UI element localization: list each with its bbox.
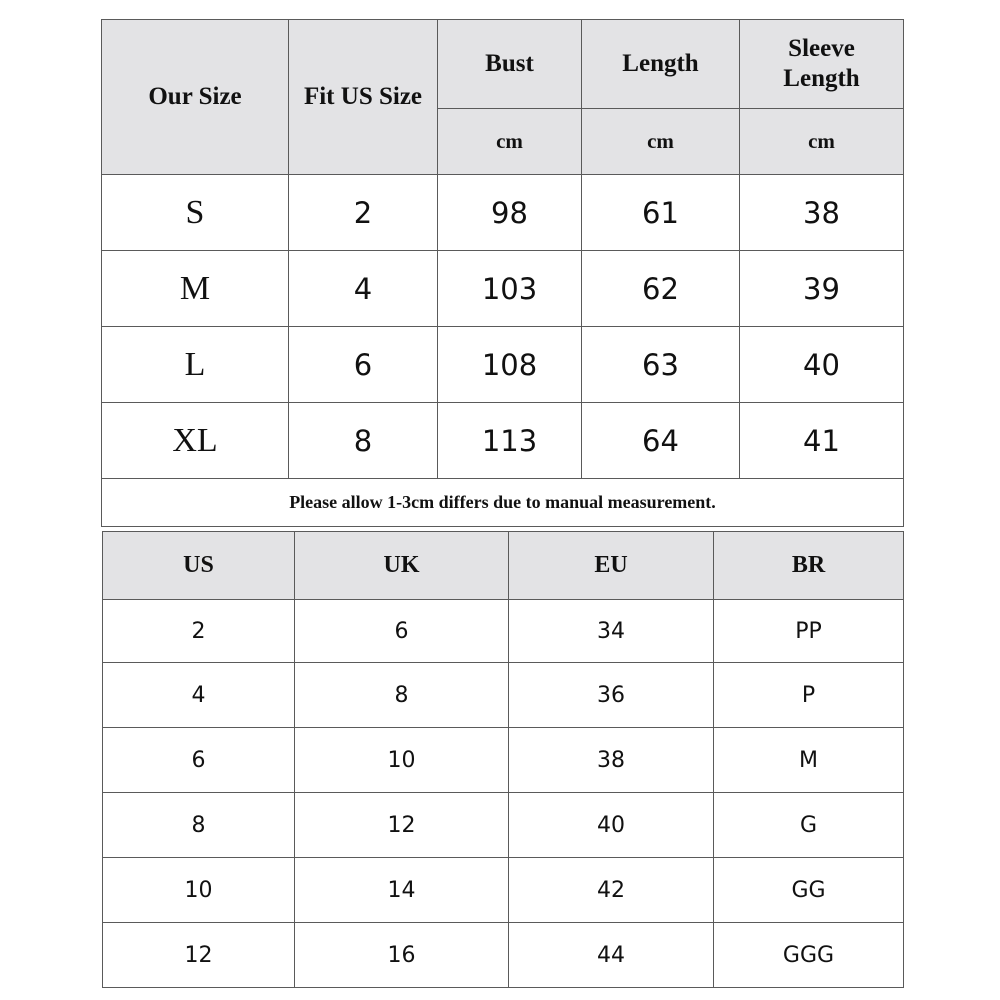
cell-uk: 10 bbox=[295, 728, 509, 793]
table-row bbox=[102, 251, 904, 327]
cell-us: 2 bbox=[103, 600, 295, 663]
cell-sleeve: 41 bbox=[740, 403, 904, 479]
cell-us: 2 bbox=[289, 175, 438, 251]
cell-uk: 16 bbox=[295, 923, 509, 988]
cell-length: 61 bbox=[582, 175, 740, 251]
cell-us: 6 bbox=[289, 327, 438, 403]
cell-br: G bbox=[714, 793, 904, 858]
cell-length: 62 bbox=[582, 251, 740, 327]
size-conversion-table bbox=[102, 531, 904, 988]
header-us: US bbox=[103, 532, 295, 600]
table-row bbox=[103, 600, 904, 663]
table-row bbox=[103, 663, 904, 728]
conversion-header-row bbox=[103, 532, 904, 600]
cell-us: 8 bbox=[103, 793, 295, 858]
cell-br: M bbox=[714, 728, 904, 793]
unit-length: cm bbox=[582, 109, 740, 175]
cell-eu: 34 bbox=[509, 600, 714, 663]
header-br: BR bbox=[714, 532, 904, 600]
size-chart-header-row bbox=[102, 20, 904, 109]
unit-sleeve-length: cm bbox=[740, 109, 904, 175]
header-sleeve-length-line2: Length bbox=[783, 65, 860, 92]
measurement-note: Please allow 1-3cm differs due to manual measurement. bbox=[102, 479, 904, 527]
header-bust: Bust bbox=[438, 20, 582, 109]
header-length: Length bbox=[582, 20, 740, 109]
cell-size: S bbox=[102, 175, 289, 251]
cell-bust: 98 bbox=[438, 175, 582, 251]
cell-uk: 8 bbox=[295, 663, 509, 728]
cell-uk: 12 bbox=[295, 793, 509, 858]
table-row bbox=[102, 327, 904, 403]
cell-eu: 36 bbox=[509, 663, 714, 728]
cell-eu: 44 bbox=[509, 923, 714, 988]
size-chart-table bbox=[101, 19, 904, 527]
cell-sleeve: 39 bbox=[740, 251, 904, 327]
table-row bbox=[103, 728, 904, 793]
cell-size: XL bbox=[102, 403, 289, 479]
cell-eu: 40 bbox=[509, 793, 714, 858]
unit-bust: cm bbox=[438, 109, 582, 175]
cell-size: M bbox=[102, 251, 289, 327]
cell-br: P bbox=[714, 663, 904, 728]
table-row bbox=[103, 858, 904, 923]
cell-us: 4 bbox=[103, 663, 295, 728]
cell-eu: 38 bbox=[509, 728, 714, 793]
cell-bust: 103 bbox=[438, 251, 582, 327]
cell-br: PP bbox=[714, 600, 904, 663]
cell-us: 12 bbox=[103, 923, 295, 988]
cell-br: GGG bbox=[714, 923, 904, 988]
cell-us: 4 bbox=[289, 251, 438, 327]
cell-us: 10 bbox=[103, 858, 295, 923]
header-sleeve-length bbox=[740, 20, 904, 109]
cell-sleeve: 38 bbox=[740, 175, 904, 251]
cell-size: L bbox=[102, 327, 289, 403]
cell-eu: 42 bbox=[509, 858, 714, 923]
cell-length: 63 bbox=[582, 327, 740, 403]
cell-us: 6 bbox=[103, 728, 295, 793]
note-row bbox=[102, 479, 904, 527]
header-sleeve-length-line1: Sleeve bbox=[788, 35, 855, 62]
cell-length: 64 bbox=[582, 403, 740, 479]
cell-uk: 14 bbox=[295, 858, 509, 923]
table-row bbox=[102, 403, 904, 479]
header-our-size: Our Size bbox=[102, 20, 289, 175]
table-row bbox=[103, 793, 904, 858]
cell-sleeve: 40 bbox=[740, 327, 904, 403]
cell-bust: 113 bbox=[438, 403, 582, 479]
table-row bbox=[102, 175, 904, 251]
cell-bust: 108 bbox=[438, 327, 582, 403]
header-fit-us-size: Fit US Size bbox=[289, 20, 438, 175]
header-uk: UK bbox=[295, 532, 509, 600]
header-eu: EU bbox=[509, 532, 714, 600]
cell-br: GG bbox=[714, 858, 904, 923]
cell-us: 8 bbox=[289, 403, 438, 479]
cell-uk: 6 bbox=[295, 600, 509, 663]
table-row bbox=[103, 923, 904, 988]
